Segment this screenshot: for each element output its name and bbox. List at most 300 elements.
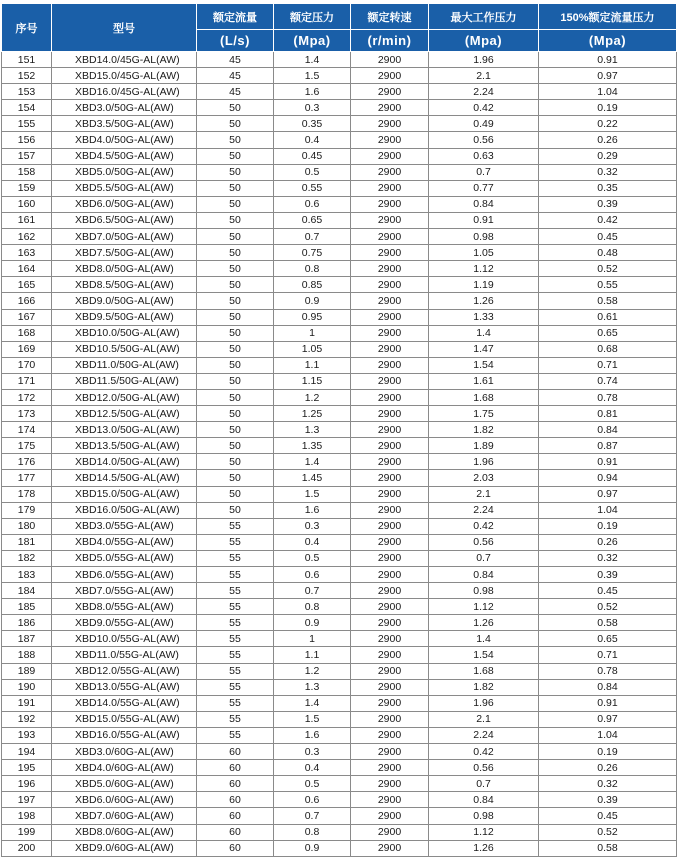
cell-speed: 2900 — [351, 502, 429, 518]
cell-no: 159 — [2, 180, 52, 196]
cell-speed: 2900 — [351, 100, 429, 116]
header-flow: 额定流量 — [197, 4, 274, 30]
cell-no: 173 — [2, 406, 52, 422]
cell-model: XBD7.0/50G-AL(AW) — [52, 229, 197, 245]
cell-flow150-pressure: 0.97 — [539, 486, 677, 502]
cell-pressure: 1 — [274, 631, 351, 647]
cell-pressure: 0.55 — [274, 180, 351, 196]
cell-pressure: 0.6 — [274, 196, 351, 212]
cell-pressure: 0.4 — [274, 534, 351, 550]
cell-max-pressure: 1.82 — [429, 679, 539, 695]
cell-speed: 2900 — [351, 647, 429, 663]
cell-max-pressure: 2.03 — [429, 470, 539, 486]
cell-speed: 2900 — [351, 550, 429, 566]
cell-pressure: 0.6 — [274, 792, 351, 808]
cell-flow: 60 — [197, 840, 274, 856]
cell-flow: 50 — [197, 438, 274, 454]
cell-pressure: 0.65 — [274, 212, 351, 228]
cell-model: XBD13.5/50G-AL(AW) — [52, 438, 197, 454]
cell-no: 194 — [2, 744, 52, 760]
cell-model: XBD12.0/55G-AL(AW) — [52, 663, 197, 679]
table-body — [2, 52, 677, 857]
cell-model: XBD4.0/60G-AL(AW) — [52, 760, 197, 776]
cell-flow: 50 — [197, 293, 274, 309]
table-row — [2, 229, 677, 245]
cell-flow150-pressure: 0.81 — [539, 406, 677, 422]
cell-speed: 2900 — [351, 711, 429, 727]
cell-flow: 50 — [197, 229, 274, 245]
cell-model: XBD7.0/55G-AL(AW) — [52, 583, 197, 599]
header-speed-unit: (r/min) — [351, 30, 429, 52]
cell-max-pressure: 0.84 — [429, 567, 539, 583]
cell-pressure: 1.3 — [274, 422, 351, 438]
cell-speed: 2900 — [351, 245, 429, 261]
cell-max-pressure: 0.98 — [429, 229, 539, 245]
cell-speed: 2900 — [351, 277, 429, 293]
cell-max-pressure: 1.26 — [429, 293, 539, 309]
cell-pressure: 1.1 — [274, 357, 351, 373]
cell-flow150-pressure: 0.84 — [539, 679, 677, 695]
cell-model: XBD13.0/50G-AL(AW) — [52, 422, 197, 438]
cell-pressure: 0.8 — [274, 261, 351, 277]
table-row — [2, 470, 677, 486]
cell-max-pressure: 2.24 — [429, 502, 539, 518]
header-pressure-unit: (Mpa) — [274, 30, 351, 52]
cell-speed: 2900 — [351, 776, 429, 792]
cell-max-pressure: 1.96 — [429, 52, 539, 68]
cell-flow150-pressure: 0.78 — [539, 389, 677, 405]
cell-flow: 55 — [197, 534, 274, 550]
cell-flow: 50 — [197, 212, 274, 228]
cell-no: 182 — [2, 550, 52, 566]
table-row — [2, 325, 677, 341]
cell-max-pressure: 1.89 — [429, 438, 539, 454]
cell-model: XBD6.0/50G-AL(AW) — [52, 196, 197, 212]
cell-speed: 2900 — [351, 229, 429, 245]
table-row — [2, 776, 677, 792]
cell-flow150-pressure: 1.04 — [539, 727, 677, 743]
cell-flow: 50 — [197, 277, 274, 293]
table-row — [2, 341, 677, 357]
cell-flow150-pressure: 0.32 — [539, 550, 677, 566]
cell-flow: 60 — [197, 776, 274, 792]
cell-no: 184 — [2, 583, 52, 599]
cell-model: XBD14.0/55G-AL(AW) — [52, 695, 197, 711]
cell-speed: 2900 — [351, 631, 429, 647]
cell-speed: 2900 — [351, 325, 429, 341]
cell-no: 190 — [2, 679, 52, 695]
cell-no: 191 — [2, 695, 52, 711]
cell-max-pressure: 2.1 — [429, 711, 539, 727]
cell-no: 153 — [2, 84, 52, 100]
cell-max-pressure: 0.42 — [429, 744, 539, 760]
cell-flow150-pressure: 0.97 — [539, 711, 677, 727]
cell-model: XBD16.0/50G-AL(AW) — [52, 502, 197, 518]
table-row — [2, 744, 677, 760]
cell-no: 158 — [2, 164, 52, 180]
table-row — [2, 808, 677, 824]
cell-pressure: 0.9 — [274, 840, 351, 856]
cell-speed: 2900 — [351, 679, 429, 695]
table-row — [2, 132, 677, 148]
cell-flow150-pressure: 0.45 — [539, 808, 677, 824]
cell-flow150-pressure: 0.19 — [539, 744, 677, 760]
cell-model: XBD10.5/50G-AL(AW) — [52, 341, 197, 357]
cell-flow: 55 — [197, 599, 274, 615]
cell-pressure: 1.5 — [274, 486, 351, 502]
cell-flow150-pressure: 0.48 — [539, 245, 677, 261]
cell-flow150-pressure: 0.32 — [539, 776, 677, 792]
table-row — [2, 647, 677, 663]
cell-max-pressure: 0.7 — [429, 550, 539, 566]
table-row — [2, 389, 677, 405]
table-row — [2, 406, 677, 422]
cell-no: 174 — [2, 422, 52, 438]
cell-speed: 2900 — [351, 196, 429, 212]
cell-flow150-pressure: 0.58 — [539, 293, 677, 309]
cell-flow150-pressure: 0.52 — [539, 261, 677, 277]
cell-pressure: 0.3 — [274, 744, 351, 760]
table-row — [2, 438, 677, 454]
cell-no: 181 — [2, 534, 52, 550]
cell-speed: 2900 — [351, 261, 429, 277]
cell-no: 193 — [2, 727, 52, 743]
cell-flow150-pressure: 0.87 — [539, 438, 677, 454]
table-row — [2, 711, 677, 727]
cell-pressure: 1.6 — [274, 502, 351, 518]
cell-flow: 60 — [197, 824, 274, 840]
cell-no: 163 — [2, 245, 52, 261]
table-row — [2, 52, 677, 68]
cell-flow: 50 — [197, 164, 274, 180]
cell-flow: 60 — [197, 792, 274, 808]
table-row — [2, 583, 677, 599]
cell-pressure: 1.2 — [274, 663, 351, 679]
cell-no: 192 — [2, 711, 52, 727]
cell-flow: 50 — [197, 116, 274, 132]
cell-speed: 2900 — [351, 341, 429, 357]
cell-no: 179 — [2, 502, 52, 518]
table-row — [2, 502, 677, 518]
cell-max-pressure: 1.4 — [429, 631, 539, 647]
cell-speed: 2900 — [351, 68, 429, 84]
cell-no: 176 — [2, 454, 52, 470]
cell-max-pressure: 0.84 — [429, 196, 539, 212]
table-row — [2, 534, 677, 550]
cell-max-pressure: 1.61 — [429, 373, 539, 389]
cell-model: XBD5.0/55G-AL(AW) — [52, 550, 197, 566]
cell-max-pressure: 0.49 — [429, 116, 539, 132]
cell-flow150-pressure: 0.45 — [539, 583, 677, 599]
cell-flow: 50 — [197, 422, 274, 438]
header-pressure: 额定压力 — [274, 4, 351, 30]
cell-flow150-pressure: 0.52 — [539, 599, 677, 615]
cell-flow150-pressure: 0.52 — [539, 824, 677, 840]
cell-speed: 2900 — [351, 695, 429, 711]
cell-pressure: 0.9 — [274, 293, 351, 309]
table-row — [2, 68, 677, 84]
cell-speed: 2900 — [351, 824, 429, 840]
cell-flow150-pressure: 0.91 — [539, 695, 677, 711]
cell-no: 152 — [2, 68, 52, 84]
cell-model: XBD11.0/50G-AL(AW) — [52, 357, 197, 373]
table-row — [2, 422, 677, 438]
cell-flow: 50 — [197, 100, 274, 116]
cell-pressure: 1 — [274, 325, 351, 341]
cell-model: XBD9.0/60G-AL(AW) — [52, 840, 197, 856]
cell-speed: 2900 — [351, 599, 429, 615]
cell-no: 199 — [2, 824, 52, 840]
cell-flow: 50 — [197, 245, 274, 261]
cell-max-pressure: 1.82 — [429, 422, 539, 438]
cell-no: 172 — [2, 389, 52, 405]
cell-model: XBD14.5/50G-AL(AW) — [52, 470, 197, 486]
cell-no: 168 — [2, 325, 52, 341]
cell-pressure: 0.7 — [274, 808, 351, 824]
cell-max-pressure: 0.98 — [429, 583, 539, 599]
cell-flow: 50 — [197, 148, 274, 164]
cell-flow150-pressure: 0.26 — [539, 132, 677, 148]
cell-no: 177 — [2, 470, 52, 486]
cell-no: 160 — [2, 196, 52, 212]
cell-max-pressure: 1.12 — [429, 824, 539, 840]
cell-max-pressure: 1.75 — [429, 406, 539, 422]
cell-speed: 2900 — [351, 663, 429, 679]
cell-max-pressure: 1.96 — [429, 695, 539, 711]
cell-pressure: 1.6 — [274, 84, 351, 100]
table-row — [2, 663, 677, 679]
cell-max-pressure: 1.05 — [429, 245, 539, 261]
cell-no: 167 — [2, 309, 52, 325]
cell-model: XBD12.0/50G-AL(AW) — [52, 389, 197, 405]
cell-flow150-pressure: 1.04 — [539, 84, 677, 100]
cell-flow: 50 — [197, 309, 274, 325]
cell-max-pressure: 2.24 — [429, 84, 539, 100]
cell-flow: 50 — [197, 132, 274, 148]
cell-flow: 55 — [197, 679, 274, 695]
cell-no: 161 — [2, 212, 52, 228]
cell-flow150-pressure: 0.19 — [539, 518, 677, 534]
cell-no: 186 — [2, 615, 52, 631]
cell-model: XBD9.5/50G-AL(AW) — [52, 309, 197, 325]
cell-flow150-pressure: 0.71 — [539, 357, 677, 373]
cell-model: XBD3.0/60G-AL(AW) — [52, 744, 197, 760]
cell-no: 200 — [2, 840, 52, 856]
cell-flow150-pressure: 0.39 — [539, 792, 677, 808]
cell-max-pressure: 1.33 — [429, 309, 539, 325]
cell-no: 198 — [2, 808, 52, 824]
cell-flow: 45 — [197, 84, 274, 100]
cell-flow150-pressure: 0.71 — [539, 647, 677, 663]
cell-flow150-pressure: 0.42 — [539, 212, 677, 228]
cell-speed: 2900 — [351, 840, 429, 856]
cell-pressure: 0.85 — [274, 277, 351, 293]
cell-flow150-pressure: 0.68 — [539, 341, 677, 357]
cell-pressure: 0.7 — [274, 229, 351, 245]
cell-model: XBD6.5/50G-AL(AW) — [52, 212, 197, 228]
cell-speed: 2900 — [351, 727, 429, 743]
cell-max-pressure: 0.77 — [429, 180, 539, 196]
cell-speed: 2900 — [351, 615, 429, 631]
cell-max-pressure: 0.56 — [429, 132, 539, 148]
cell-no: 188 — [2, 647, 52, 663]
cell-pressure: 1.4 — [274, 695, 351, 711]
cell-speed: 2900 — [351, 293, 429, 309]
cell-speed: 2900 — [351, 534, 429, 550]
cell-pressure: 0.3 — [274, 518, 351, 534]
cell-flow: 50 — [197, 389, 274, 405]
cell-flow150-pressure: 0.32 — [539, 164, 677, 180]
cell-flow: 55 — [197, 647, 274, 663]
cell-speed: 2900 — [351, 309, 429, 325]
header-model: 型号 — [52, 4, 197, 52]
cell-pressure: 0.9 — [274, 615, 351, 631]
cell-speed: 2900 — [351, 454, 429, 470]
cell-pressure: 0.8 — [274, 824, 351, 840]
table-header — [2, 4, 677, 52]
header-row-labels — [2, 4, 677, 30]
table-row — [2, 100, 677, 116]
cell-speed: 2900 — [351, 583, 429, 599]
cell-speed: 2900 — [351, 132, 429, 148]
table-row — [2, 116, 677, 132]
cell-pressure: 0.45 — [274, 148, 351, 164]
cell-no: 165 — [2, 277, 52, 293]
cell-flow150-pressure: 0.39 — [539, 567, 677, 583]
cell-model: XBD14.0/50G-AL(AW) — [52, 454, 197, 470]
cell-model: XBD3.0/50G-AL(AW) — [52, 100, 197, 116]
cell-pressure: 0.8 — [274, 599, 351, 615]
cell-pressure: 0.75 — [274, 245, 351, 261]
cell-pressure: 1.4 — [274, 454, 351, 470]
cell-speed: 2900 — [351, 792, 429, 808]
cell-flow: 50 — [197, 373, 274, 389]
cell-no: 155 — [2, 116, 52, 132]
cell-speed: 2900 — [351, 84, 429, 100]
table-row — [2, 84, 677, 100]
cell-pressure: 1.3 — [274, 679, 351, 695]
cell-pressure: 0.4 — [274, 132, 351, 148]
cell-max-pressure: 1.54 — [429, 647, 539, 663]
table-row — [2, 486, 677, 502]
cell-flow: 45 — [197, 68, 274, 84]
cell-model: XBD5.5/50G-AL(AW) — [52, 180, 197, 196]
cell-flow150-pressure: 0.58 — [539, 840, 677, 856]
cell-flow150-pressure: 0.97 — [539, 68, 677, 84]
table-row — [2, 840, 677, 856]
table-row — [2, 373, 677, 389]
table-row — [2, 454, 677, 470]
table-row — [2, 792, 677, 808]
header-max-pressure: 最大工作压力 — [429, 4, 539, 30]
cell-model: XBD3.5/50G-AL(AW) — [52, 116, 197, 132]
cell-model: XBD16.0/45G-AL(AW) — [52, 84, 197, 100]
cell-no: 196 — [2, 776, 52, 792]
cell-flow: 55 — [197, 550, 274, 566]
table-row — [2, 631, 677, 647]
cell-flow: 50 — [197, 406, 274, 422]
cell-flow: 50 — [197, 454, 274, 470]
table-row — [2, 824, 677, 840]
cell-flow: 50 — [197, 357, 274, 373]
cell-flow: 55 — [197, 727, 274, 743]
cell-speed: 2900 — [351, 760, 429, 776]
cell-max-pressure: 0.56 — [429, 534, 539, 550]
cell-flow150-pressure: 0.26 — [539, 760, 677, 776]
cell-flow150-pressure: 0.65 — [539, 325, 677, 341]
cell-no: 157 — [2, 148, 52, 164]
cell-flow150-pressure: 0.39 — [539, 196, 677, 212]
cell-model: XBD10.0/50G-AL(AW) — [52, 325, 197, 341]
cell-no: 175 — [2, 438, 52, 454]
cell-flow150-pressure: 1.04 — [539, 502, 677, 518]
cell-flow150-pressure: 0.65 — [539, 631, 677, 647]
cell-speed: 2900 — [351, 148, 429, 164]
cell-speed: 2900 — [351, 486, 429, 502]
cell-max-pressure: 0.98 — [429, 808, 539, 824]
table-row — [2, 518, 677, 534]
table-row — [2, 760, 677, 776]
cell-flow150-pressure: 0.55 — [539, 277, 677, 293]
cell-no: 180 — [2, 518, 52, 534]
cell-no: 154 — [2, 100, 52, 116]
cell-flow: 50 — [197, 341, 274, 357]
cell-no: 170 — [2, 357, 52, 373]
cell-model: XBD14.0/45G-AL(AW) — [52, 52, 197, 68]
cell-pressure: 0.35 — [274, 116, 351, 132]
cell-pressure: 0.95 — [274, 309, 351, 325]
cell-model: XBD11.5/50G-AL(AW) — [52, 373, 197, 389]
cell-model: XBD3.0/55G-AL(AW) — [52, 518, 197, 534]
cell-model: XBD10.0/55G-AL(AW) — [52, 631, 197, 647]
cell-flow: 50 — [197, 196, 274, 212]
cell-speed: 2900 — [351, 52, 429, 68]
cell-model: XBD15.0/45G-AL(AW) — [52, 68, 197, 84]
cell-max-pressure: 0.63 — [429, 148, 539, 164]
cell-pressure: 1.25 — [274, 406, 351, 422]
cell-flow: 45 — [197, 52, 274, 68]
cell-flow150-pressure: 0.61 — [539, 309, 677, 325]
cell-model: XBD13.0/55G-AL(AW) — [52, 679, 197, 695]
cell-model: XBD5.0/60G-AL(AW) — [52, 776, 197, 792]
cell-model: XBD8.0/60G-AL(AW) — [52, 824, 197, 840]
cell-model: XBD15.0/55G-AL(AW) — [52, 711, 197, 727]
table-row — [2, 309, 677, 325]
cell-model: XBD9.0/50G-AL(AW) — [52, 293, 197, 309]
cell-max-pressure: 1.47 — [429, 341, 539, 357]
cell-speed: 2900 — [351, 422, 429, 438]
cell-max-pressure: 1.68 — [429, 389, 539, 405]
table-row — [2, 196, 677, 212]
cell-max-pressure: 2.1 — [429, 486, 539, 502]
table-row — [2, 148, 677, 164]
cell-pressure: 1.5 — [274, 711, 351, 727]
cell-max-pressure: 1.4 — [429, 325, 539, 341]
cell-no: 169 — [2, 341, 52, 357]
cell-no: 151 — [2, 52, 52, 68]
cell-model: XBD6.0/55G-AL(AW) — [52, 567, 197, 583]
cell-speed: 2900 — [351, 438, 429, 454]
cell-model: XBD8.5/50G-AL(AW) — [52, 277, 197, 293]
cell-flow: 55 — [197, 711, 274, 727]
cell-flow: 50 — [197, 486, 274, 502]
cell-max-pressure: 1.54 — [429, 357, 539, 373]
cell-speed: 2900 — [351, 164, 429, 180]
cell-flow150-pressure: 0.19 — [539, 100, 677, 116]
cell-pressure: 1.4 — [274, 52, 351, 68]
table-row — [2, 212, 677, 228]
cell-max-pressure: 1.26 — [429, 840, 539, 856]
